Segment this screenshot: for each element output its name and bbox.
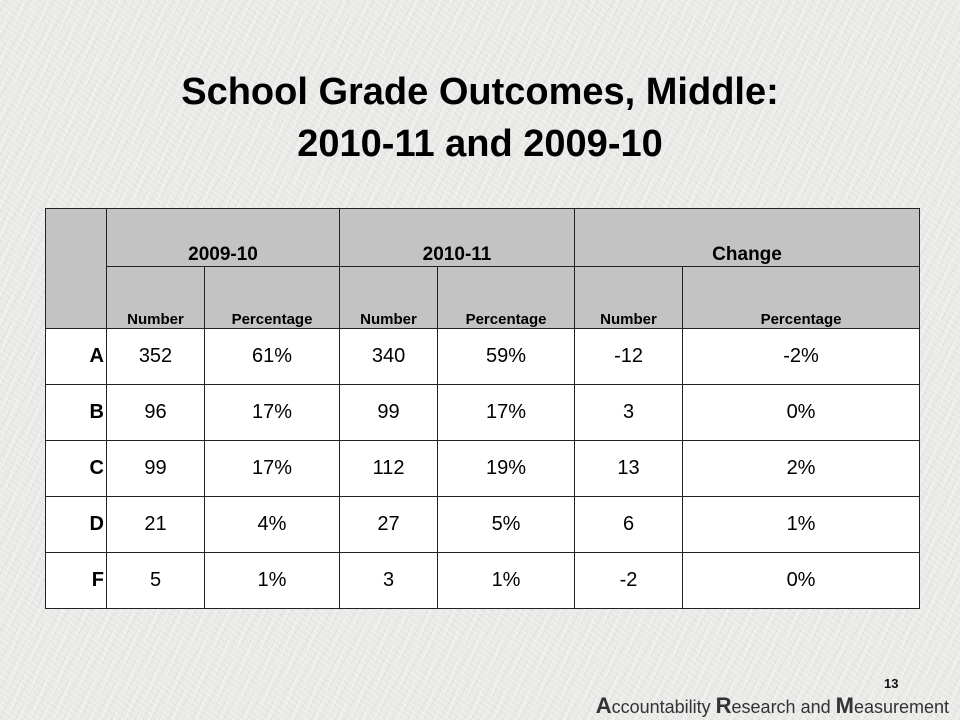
table-cell: 96 bbox=[107, 385, 205, 441]
grade-label: A bbox=[46, 329, 107, 385]
table-cell: 17% bbox=[438, 385, 575, 441]
grade-label: F bbox=[46, 553, 107, 609]
table-row bbox=[46, 385, 920, 441]
table-cell: 112 bbox=[340, 441, 438, 497]
table-cell: 2% bbox=[683, 441, 920, 497]
table-row bbox=[46, 329, 920, 385]
sub-header: Number bbox=[340, 267, 438, 329]
title-line-1: School Grade Outcomes, Middle: bbox=[181, 71, 779, 113]
sub-header: Number bbox=[107, 267, 205, 329]
table-cell: 3 bbox=[575, 385, 683, 441]
footer-cap-a: A bbox=[595, 693, 612, 718]
group-header-2009-10: 2009-10 bbox=[107, 209, 340, 267]
table-cell: 6 bbox=[575, 497, 683, 553]
table-cell: 61% bbox=[205, 329, 340, 385]
table-cell: 0% bbox=[683, 553, 920, 609]
table-cell: 17% bbox=[205, 441, 340, 497]
table-cell: 99 bbox=[340, 385, 438, 441]
table-cell: 59% bbox=[438, 329, 575, 385]
sub-header: Percentage bbox=[205, 267, 340, 329]
slide-title bbox=[0, 66, 960, 170]
table-cell: 99 bbox=[107, 441, 205, 497]
table-cell: 27 bbox=[340, 497, 438, 553]
table-cell: -2% bbox=[683, 329, 920, 385]
title-line-2: 2010-11 and 2009-10 bbox=[297, 123, 663, 165]
sub-header-row bbox=[46, 267, 920, 329]
table-cell: 1% bbox=[438, 553, 575, 609]
footer-cap-m: M bbox=[835, 693, 854, 718]
table-cell: 19% bbox=[438, 441, 575, 497]
grade-label: C bbox=[46, 441, 107, 497]
table-cell: 5% bbox=[438, 497, 575, 553]
footer-word-accountability: ccountability bbox=[611, 697, 716, 717]
table-cell: 17% bbox=[205, 385, 340, 441]
grade-label: B bbox=[46, 385, 107, 441]
sub-header: Percentage bbox=[438, 267, 575, 329]
table-cell: -2 bbox=[575, 553, 683, 609]
table-row bbox=[46, 497, 920, 553]
table-cell: 21 bbox=[107, 497, 205, 553]
group-header-2010-11: 2010-11 bbox=[340, 209, 575, 267]
group-header-change: Change bbox=[575, 209, 920, 267]
grade-outcomes-table bbox=[45, 208, 920, 609]
table-cell: 13 bbox=[575, 441, 683, 497]
sub-header: Number bbox=[575, 267, 683, 329]
group-header-row bbox=[46, 209, 920, 267]
table-row bbox=[46, 553, 920, 609]
footer-cap-r: R bbox=[715, 693, 732, 718]
table-cell: -12 bbox=[575, 329, 683, 385]
corner-cell bbox=[46, 209, 107, 329]
grade-label: D bbox=[46, 497, 107, 553]
table-cell: 4% bbox=[205, 497, 340, 553]
table-row bbox=[46, 441, 920, 497]
table-cell: 352 bbox=[107, 329, 205, 385]
page-number: 13 bbox=[884, 676, 899, 691]
table-cell: 1% bbox=[683, 497, 920, 553]
sub-header: Percentage bbox=[683, 267, 920, 329]
table-cell: 0% bbox=[683, 385, 920, 441]
table-cell: 5 bbox=[107, 553, 205, 609]
footer-word-measurement: easurement bbox=[853, 697, 949, 717]
table-cell: 1% bbox=[205, 553, 340, 609]
table-cell: 340 bbox=[340, 329, 438, 385]
table-cell: 3 bbox=[340, 553, 438, 609]
footer-word-research: esearch and bbox=[731, 697, 836, 717]
footer-org-name bbox=[596, 693, 949, 719]
